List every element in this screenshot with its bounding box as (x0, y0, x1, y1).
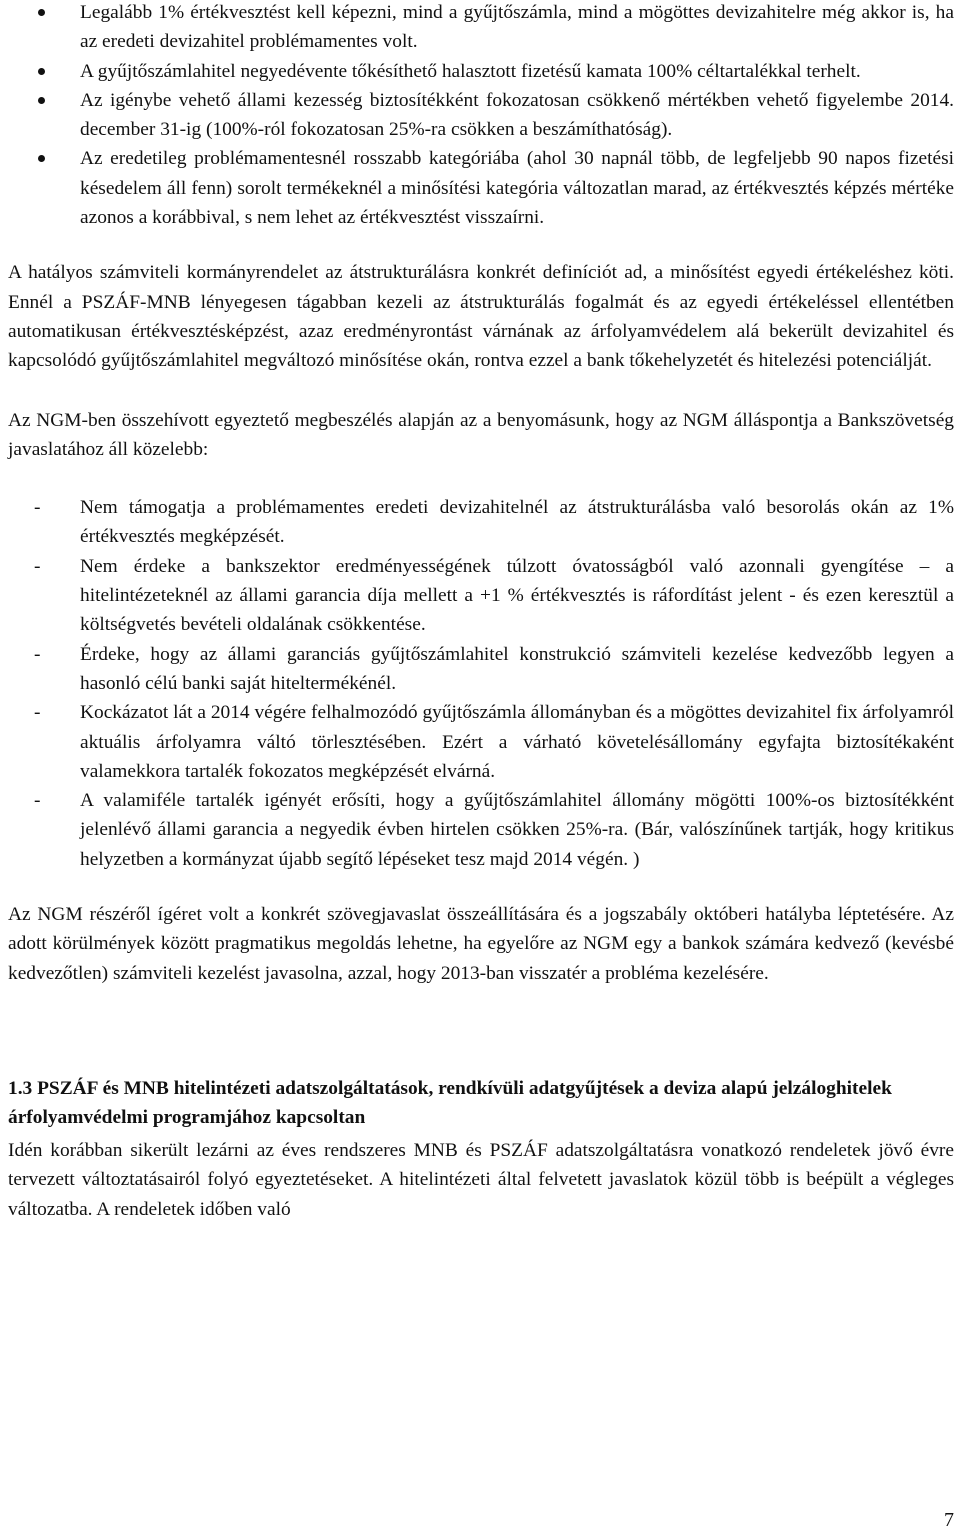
bullet-item (8, 0, 954, 57)
dash-marker: - (34, 702, 41, 724)
bullet-icon (38, 9, 45, 16)
dash-item (8, 493, 954, 552)
dash-list (8, 493, 954, 874)
bullet-icon (38, 97, 45, 104)
dash-text: Nem érdeke a bankszektor eredményességének túlzott óvatosságból való azonnali gyengítése – a hitelintézeteknél az állami garancia díja mellett a +1 % értékvesztés is ráfordítást jelent - és ezen keresztül a költségvetés bevételi oldalának csökkentése. (80, 555, 954, 636)
body-paragraph: Az NGM-ben összehívott egyeztető megbeszélés alapján az a benyomásunk, hogy az NGM álláspontja a Bankszövetség javaslatához áll közelebb: (8, 409, 954, 460)
bullet-item (8, 57, 954, 86)
document-page (8, 0, 954, 1224)
bullet-list (8, 0, 954, 232)
bullet-text: Legalább 1% értékvesztést kell képezni, mind a gyűjtőszámla, mind a mögöttes devizahitelre még akkor is, ha az eredeti devizahitel problémamentes volt. (80, 2, 954, 53)
dash-marker: - (34, 555, 41, 577)
dash-marker: - (34, 497, 41, 519)
body-paragraph: A hatályos számviteli kormányrendelet az átstrukturálásra konkrét definíciót ad, a minősítést egyedi értékeléshez köti. Ennél a PSZÁF-MNB lényegesen tágabban kezeli az átstrukturálás fogalmát és az egyedi értékeléssel ellentétben automatikusan értékvesztésképzést, azaz eredményrontást várnának az árfolyamvédelem alá bekerült devizahitel és kapcsolódó gyűjtőszámlahitel megváltozó minősítése okán, rontva ezzel a bank tőkehelyzetét és hitelezési potenciálját. (8, 262, 954, 372)
dash-marker: - (34, 643, 41, 665)
page-number: 7 (944, 1509, 954, 1531)
dash-text: Érdeke, hogy az állami garanciás gyűjtőszámlahitel konstrukció számviteli kezelése kedvezőbb legyen a hasonló célú banki saját hiteltermékénél. (80, 643, 954, 694)
dash-item (8, 552, 954, 640)
dash-item (8, 698, 954, 786)
dash-text: Nem támogatja a problémamentes eredeti devizahitelnél az átstrukturálásba való besorolás okán az 1% értékvesztés megképzését. (80, 497, 954, 548)
bullet-text: A gyűjtőszámlahitel negyedévente tőkésíthető halasztott fizetésű kamata 100% céltartalékkal terhelt. (80, 60, 861, 82)
dash-marker: - (34, 790, 41, 812)
bullet-item (8, 144, 954, 232)
dash-text: A valamiféle tartalék igényét erősíti, hogy a gyűjtőszámlahitel állomány mögötti 100%-os biztosítékként jelenlévő állami garancia a negyedik évben hirtelen csökken 25%-ra. (Bár, valószínűnek tartják, hogy kritikus helyzetben a kormányzat újabb segítő lépéseket tesz majd 2014 végén. ) (80, 790, 954, 870)
body-paragraph: Az NGM részéről ígéret volt a konkrét szövegjavaslat összeállítására és a jogszabály októberi hatályba léptetésére. Az adott körülmények között pragmatikus megoldás lehetne, ha egyelőre az NGM egy a bankok számára kedvező (kevésbé kedvezőtlen) számviteli kezelést javasolna, azzal, hogy 2013-ban visszatér a probléma kezelésére. (8, 904, 954, 984)
section-heading: 1.3 PSZÁF és MNB hitelintézeti adatszolgáltatások, rendkívüli adatgyűjtések a deviza alapú jelzáloghitelek árfolyamvédelmi programjához kapcsoltan (8, 1077, 892, 1128)
bullet-icon (38, 68, 45, 75)
bullet-item (8, 86, 954, 145)
bullet-text: Az eredetileg problémamentesnél rosszabb kategóriába (ahol 30 napnál több, de legfeljebb 90 napos fizetési késedelem áll fenn) sorolt termékeknél a minősítési kategória változatlan marad, az értékvesztés képzés mértéke azonos a korábbival, s nem lehet az értékvesztést visszaírni. (80, 148, 954, 229)
dash-item (8, 786, 954, 874)
bullet-icon (38, 155, 45, 162)
dash-text: Kockázatot lát a 2014 végére felhalmozódó gyűjtőszámla állományban és a mögöttes devizahitel fix árfolyamról aktuális árfolyamra váltó törlesztésében. Ezért a várható követelésállomány egyfajta biztosítékaként valamekkora tartalék fokozatos megképzését elvárná. (80, 702, 954, 782)
body-paragraph: Idén korábban sikerült lezárni az éves rendszeres MNB és PSZÁF adatszolgáltatásra vonatkozó rendeletek jövő évre tervezett változtatásairól folyó egyeztetéseket. A hitelintézeti által felvetett javaslatok közül több is beépült a végleges változatba. A rendeletek időben való (8, 1139, 954, 1220)
bullet-text: Az igénybe vehető állami kezesség biztosítékként fokozatosan csökkenő mértékben vehető figyelembe 2014. december 31-ig (100%-ról fokozatosan 25%-ra csökken a beszámíthatóság). (80, 89, 954, 141)
dash-item (8, 640, 954, 699)
